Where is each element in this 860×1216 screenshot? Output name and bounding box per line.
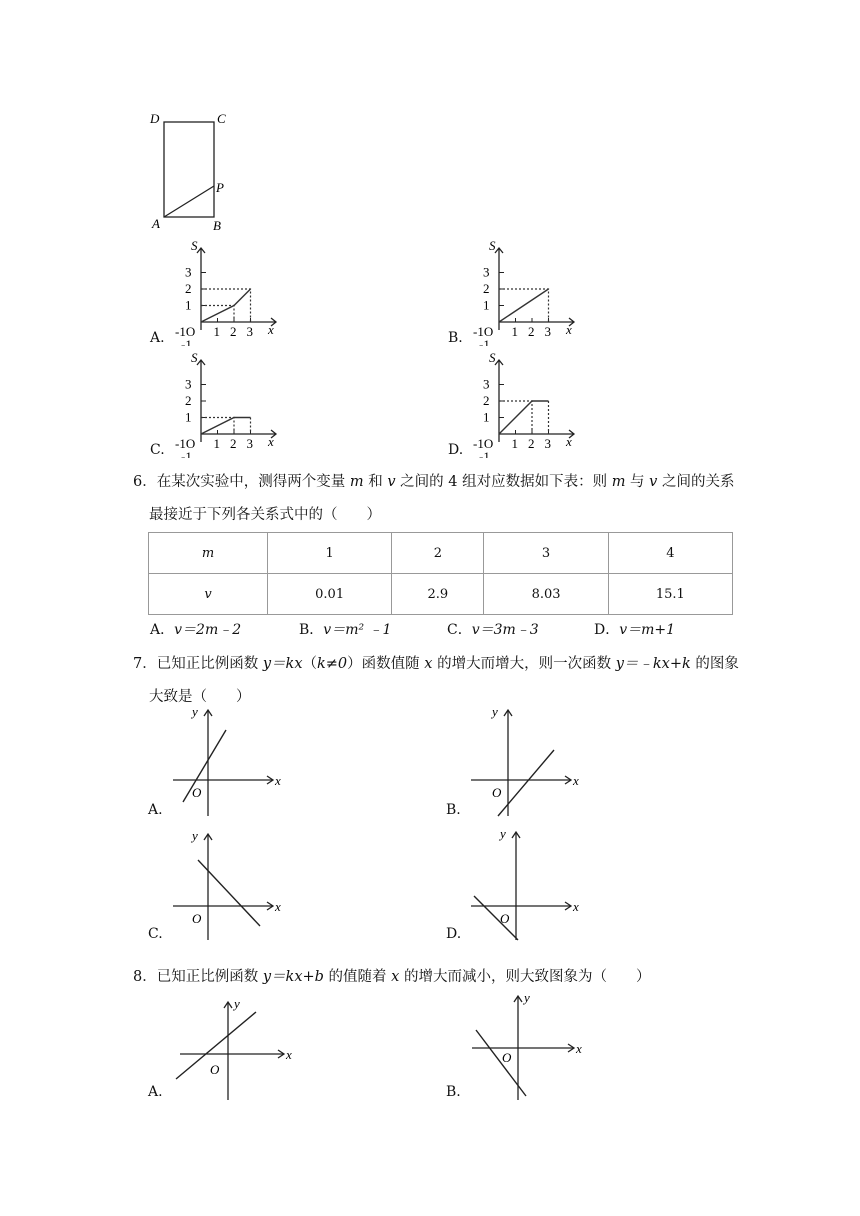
graph-line	[498, 750, 554, 816]
q7-stem-line1: 7．已知正比例函数 y＝kx（k≠0）函数值随 x 的增大而增大，则一次函数 y＝﹣kx+k 的图象	[133, 656, 739, 672]
rectangle-abcd-figure	[140, 104, 240, 234]
table-cell: 2.9	[392, 574, 484, 615]
y-axis-label: y	[192, 828, 198, 843]
q6-choice-a: A．v＝2m﹣2	[150, 622, 242, 638]
y-tick-label: 3	[185, 376, 192, 392]
graph-line	[198, 860, 260, 926]
origin-label: O	[502, 1050, 512, 1065]
label-b: B	[213, 218, 221, 233]
q6-choice-b: B．v＝m² ﹣1	[299, 622, 392, 638]
x-tick-label: 2	[230, 436, 237, 451]
table-row-v	[149, 574, 733, 615]
table-cell: 3	[484, 533, 608, 574]
q8-option-a-svg	[148, 996, 308, 1102]
x-tick-label: 3	[246, 324, 253, 339]
q6-stem-line1: 6．在某次实验中，测得两个变量 m 和 v 之间的 4 组对应数据如下表：则 m 与 v 之间的关系	[133, 474, 735, 490]
graph-curve	[499, 289, 549, 322]
q5-graph-b	[446, 238, 586, 346]
origin-label: O	[192, 785, 202, 800]
label-p: P	[216, 180, 224, 195]
q5-option-letter: B.	[448, 330, 463, 346]
s-axis-label: S	[489, 350, 496, 365]
x-tick-label: 2	[528, 324, 535, 339]
q5-option-letter: D.	[448, 442, 464, 458]
q6-data-table	[148, 532, 733, 615]
y-tick-label: 3	[483, 376, 490, 392]
x-axis-label: x	[573, 899, 579, 914]
x-tick-label: 1	[213, 324, 220, 339]
y-axis-label: y	[234, 996, 240, 1011]
label-a: A	[152, 216, 160, 231]
x-axis-label: x	[566, 322, 572, 337]
neg-tick-label: -1	[479, 449, 490, 458]
y-tick-label: 2	[185, 393, 192, 408]
y-tick-label: 3	[483, 264, 490, 280]
q6-number: 6．	[133, 474, 157, 490]
x-tick-label: 1	[511, 436, 518, 451]
q5-option-d	[446, 350, 586, 462]
table-cell: 4	[608, 533, 732, 574]
q7-option-d-svg	[446, 828, 586, 946]
x-tick-label: 3	[246, 436, 253, 451]
q8-number: 8．	[133, 969, 157, 985]
graph-curve	[499, 401, 549, 434]
y-tick-label: 1	[185, 409, 192, 425]
option-letter: B.	[446, 1084, 461, 1100]
q7-option-d	[446, 828, 586, 950]
origin-label: O	[500, 911, 510, 926]
x-tick-label: 2	[230, 324, 237, 339]
x-axis-label: x	[576, 1041, 582, 1056]
q8-option-a	[148, 996, 308, 1106]
x-axis-label: x	[268, 322, 274, 337]
origin-label: -1O	[473, 324, 494, 339]
q5-option-letter: C.	[150, 442, 165, 458]
q7-option-c	[148, 828, 288, 950]
q8-option-b	[446, 990, 606, 1106]
option-letter: C.	[148, 926, 163, 942]
table-cell: 0.01	[268, 574, 392, 615]
neg-tick-label: -1	[181, 337, 192, 346]
x-tick-label: 2	[528, 436, 535, 451]
y-tick-label: 2	[483, 393, 490, 408]
y-tick-label: 1	[483, 297, 490, 313]
option-letter: B.	[446, 802, 461, 818]
neg-tick-label: -1	[479, 337, 490, 346]
x-axis-label: x	[286, 1047, 292, 1062]
y-axis-label: y	[492, 704, 498, 719]
origin-label: -1O	[175, 436, 196, 451]
y-axis-label: y	[192, 704, 198, 719]
x-axis-label: x	[268, 434, 274, 449]
q5-option-letter: A.	[150, 330, 165, 346]
y-axis-label: y	[524, 990, 530, 1005]
s-axis-label: S	[191, 238, 198, 253]
q7-option-b	[446, 704, 586, 826]
option-letter: A.	[148, 1084, 163, 1100]
q5-option-a	[148, 238, 288, 350]
x-axis-label: x	[275, 899, 281, 914]
y-tick-label: 1	[185, 297, 192, 313]
table-cell: v	[149, 574, 268, 615]
graph-line	[183, 730, 226, 802]
x-tick-label: 1	[511, 324, 518, 339]
table-cell: m	[149, 533, 268, 574]
x-axis-label: x	[573, 773, 579, 788]
graph-curve	[201, 418, 251, 435]
x-axis-label: x	[566, 434, 572, 449]
y-tick-label: 2	[185, 281, 192, 296]
table-cell: 8.03	[484, 574, 608, 615]
table-cell: 2	[392, 533, 484, 574]
q6-choices	[0, 619, 860, 639]
neg-tick-label: -1	[181, 449, 192, 458]
y-axis-label: y	[500, 828, 506, 841]
q7-stem-line2: 大致是（ ）	[149, 689, 251, 705]
origin-label: O	[210, 1062, 220, 1077]
q7-number: 7．	[133, 656, 157, 672]
label-c: C	[217, 111, 226, 126]
origin-label: -1O	[473, 436, 494, 451]
table-cell: 1	[268, 533, 392, 574]
q6-stem-line2: 最接近于下列各关系式中的（ ）	[149, 507, 381, 523]
s-axis-label: S	[489, 238, 496, 253]
label-d: D	[150, 111, 160, 126]
x-axis-label: x	[275, 773, 281, 788]
y-tick-label: 2	[483, 281, 490, 296]
x-tick-label: 3	[544, 324, 551, 339]
q6-choice-c: C．v＝3m﹣3	[447, 622, 539, 638]
x-tick-label: 3	[544, 436, 551, 451]
q5-graph-a	[148, 238, 288, 346]
graph-line	[474, 896, 518, 940]
option-letter: A.	[148, 802, 163, 818]
q6-choice-d: D．v＝m+1	[594, 622, 676, 638]
q7-option-a	[148, 704, 288, 826]
x-tick-label: 1	[213, 436, 220, 451]
q7-option-a-svg	[148, 704, 288, 822]
y-tick-label: 1	[483, 409, 490, 425]
option-letter: D.	[446, 926, 462, 942]
q8-stem: 8．已知正比例函数 y＝kx+b 的值随着 x 的增大而减小，则大致图象为（ ）	[133, 969, 651, 985]
q7-option-b-svg	[446, 704, 586, 822]
q5-option-c	[148, 350, 288, 462]
origin-label: -1O	[175, 324, 196, 339]
q7-option-c-svg	[148, 828, 288, 946]
y-tick-label: 3	[185, 264, 192, 280]
q8-option-b-svg	[446, 990, 606, 1102]
q5-graph-c	[148, 350, 288, 458]
table-row-m	[149, 533, 733, 574]
origin-label: O	[492, 785, 502, 800]
table-cell: 15.1	[608, 574, 732, 615]
origin-label: O	[192, 911, 202, 926]
q5-graph-d	[446, 350, 586, 458]
s-axis-label: S	[191, 350, 198, 365]
q5-option-b	[446, 238, 586, 350]
